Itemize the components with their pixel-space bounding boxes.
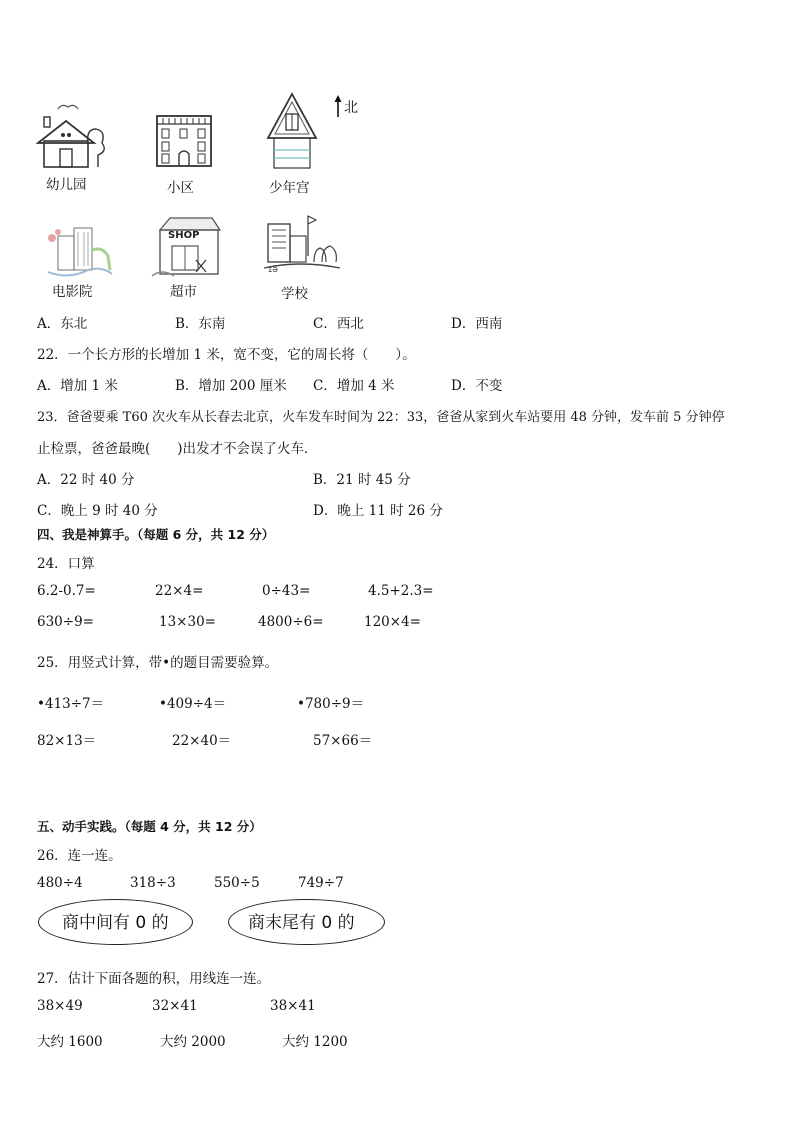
q26-item-1[interactable]: 480÷4 [37, 875, 83, 891]
q27-answer-1[interactable]: 大约 1600 [37, 1034, 103, 1050]
q24-item-2: 22×4= [155, 583, 204, 599]
q21-option-b[interactable]: B．东南 [175, 316, 226, 332]
section4-heading: 四、我是神算手。（每题 6 分，共 12 分） [37, 527, 275, 542]
kindergarten-label: 幼儿园 [46, 177, 87, 193]
q25-item-2: •409÷4＝ [159, 696, 227, 712]
q24-item-1: 6.2-0.7= [37, 583, 96, 599]
q27-answer-2[interactable]: 大约 2000 [160, 1034, 226, 1050]
q23-option-c[interactable]: C．晚上 9 时 40 分 [37, 503, 158, 519]
q25-item-4: 82×13＝ [37, 733, 97, 749]
youth-palace-label: 少年宫 [269, 180, 310, 196]
shop-sign: SHOP [168, 230, 200, 241]
q22-option-a[interactable]: A．增加 1 米 [37, 378, 118, 394]
q27-item-1[interactable]: 38×49 [37, 998, 83, 1014]
section5-heading: 五、动手实践。（每题 4 分，共 12 分） [37, 819, 262, 834]
q27-item-2[interactable]: 32×41 [152, 998, 198, 1014]
school-picture [262, 212, 342, 276]
q24-item-7: 4800÷6= [258, 614, 324, 630]
q23-stem-line2: 止检票，爸爸最晚( )出发才不会误了火车． [37, 441, 318, 457]
q23-option-a[interactable]: A．22 时 40 分 [37, 472, 135, 488]
q24-item-5: 630÷9= [37, 614, 94, 630]
q26-stem: 26．连一连。 [37, 848, 122, 864]
q23-option-d[interactable]: D．晚上 11 时 26 分 [313, 503, 443, 519]
q26-oval-middle-zero-label: 商中间有 0 的 [62, 913, 169, 933]
q24-item-8: 120×4= [364, 614, 421, 630]
q25-item-6: 57×66＝ [313, 733, 373, 749]
kindergarten-picture [36, 103, 106, 171]
q26-item-2[interactable]: 318÷3 [130, 875, 176, 891]
youth-palace-picture [266, 92, 318, 172]
q27-stem: 27．估计下面各题的积，用线连一连。 [37, 971, 271, 987]
q25-item-1: •413÷7＝ [37, 696, 105, 712]
supermarket-picture [150, 216, 222, 280]
q25-item-3: •780÷9＝ [297, 696, 365, 712]
q24-stem: 24．口算 [37, 556, 95, 572]
q22-option-d[interactable]: D．不变 [451, 378, 503, 394]
q26-item-3[interactable]: 550÷5 [214, 875, 260, 891]
q25-stem: 25．用竖式计算，带•的题目需要验算。 [37, 655, 279, 671]
svg-text:ƩƏ: ƩƏ [268, 266, 278, 274]
cinema-label: 电影院 [52, 284, 93, 300]
q27-item-3[interactable]: 38×41 [270, 998, 316, 1014]
q24-item-3: 0÷43= [262, 583, 311, 599]
supermarket-label: 超市 [170, 284, 197, 300]
q21-option-c[interactable]: C．西北 [313, 316, 364, 332]
q21-option-d[interactable]: D．西南 [451, 316, 503, 332]
q26-oval-end-zero-label: 商末尾有 0 的 [248, 913, 355, 933]
north-arrow-icon [333, 95, 343, 119]
q27-answer-3[interactable]: 大约 1200 [282, 1034, 348, 1050]
residential-area-picture [155, 112, 213, 170]
q23-option-b[interactable]: B．21 时 45 分 [313, 472, 411, 488]
q21-option-a[interactable]: A．东北 [37, 316, 88, 332]
q24-item-4: 4.5+2.3= [368, 583, 434, 599]
q24-item-6: 13×30= [159, 614, 216, 630]
q23-stem-line1: 23．爸爸要乘 T60 次火车从长春去北京，火车发车时间为 22：33，爸爸从家到火车站要用 48 分钟，发车前 5 分钟停 [37, 410, 725, 425]
q22-option-c[interactable]: C．增加 4 米 [313, 378, 395, 394]
q22-stem: 22．一个长方形的长增加 1 米，宽不变，它的周长将（ ）。 [37, 347, 416, 363]
q22-option-b[interactable]: B．增加 200 厘米 [175, 378, 287, 394]
residential-area-label: 小区 [167, 180, 194, 196]
school-label: 学校 [281, 286, 308, 302]
q26-item-4[interactable]: 749÷7 [298, 875, 344, 891]
q25-item-5: 22×40＝ [172, 733, 232, 749]
cinema-picture [44, 220, 114, 278]
north-label: 北 [344, 100, 358, 116]
